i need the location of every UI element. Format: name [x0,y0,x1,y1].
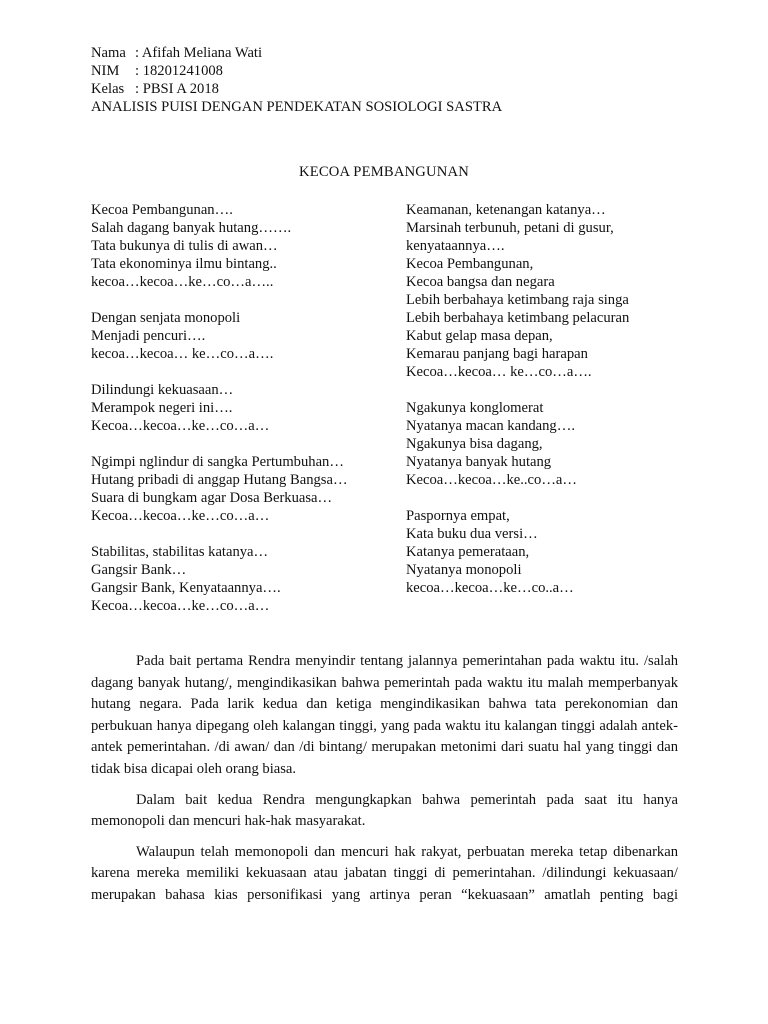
poem-stanza [406,507,629,597]
analysis-paragraph: Pada bait pertama Rendra menyindir tentang jalannya pemerintahan pada waktu itu. /salah dagang banyak hutang/, mengindikasikan bahwa pemerintah pada waktu itu malah memperbanyak hutang negara. Pada larik kedua dan ketiga mengindikasikan bahwa tata perekonomian dan perbukuan hanya dipegang oleh kalangan tinggi, yang pada waktu itu kalangan tinggi adalah antek-antek pemerintahan. /di awan/ dan /di bintang/ merupakan metonimi dari suatu hal yang tinggi dan tidak bisa dicapai oleh orang biasa. [91,653,678,777]
nama-value: : Afifah Meliana Wati [135,45,263,61]
analysis-paragraph: Dalam bait kedua Rendra mengungkapkan bahwa pemerintah pada saat itu hanya memonopoli dan mencuri hak-hak masyarakat. [91,791,678,830]
poem-stanza [406,201,629,381]
poem-line: Marsinah terbunuh, petani di gusur, [406,220,614,236]
poem-line: Gangsir Bank, Kenyataannya…. [91,580,281,596]
poem-stanza [91,201,348,291]
poem-line: kecoa…kecoa…ke…co..a… [406,580,574,596]
kelas-label: Kelas [91,81,125,97]
analysis-paragraph: Walaupun telah memonopoli dan mencuri hak rakyat, perbuatan mereka tetap dibenarkan karena mereka memiliki kekuasaan atau jabatan tinggi di pemerintahan. /dilindungi kekuasaan/ merupakan bahasa kias personifikasi yang artinya peran “kekuasaan” amatlah penting bagi [91,843,678,903]
poem-line: Lebih berbahaya ketimbang pelacuran [406,310,630,326]
poem-line: kenyataannya…. [406,238,505,254]
poem-line: Menjadi pencuri…. [91,328,206,344]
poem-line: Kecoa…kecoa…ke…co…a… [91,418,270,434]
poem-left-column [91,201,348,633]
nama-label: Nama [91,45,126,61]
poem-line: Tata ekonominya ilmu bintang.. [91,256,277,272]
poem-line: Salah dagang banyak hutang……. [91,220,292,236]
poem-line: Lebih berbahaya ketimbang raja singa [406,292,629,308]
poem-line: Stabilitas, stabilitas katanya… [91,544,269,560]
poem-line: Suara di bungkam agar Dosa Berkuasa… [91,490,333,506]
poem-line: Kata buku dua versi… [406,526,538,542]
poem-line: kecoa…kecoa… ke…co…a…. [91,346,274,362]
analysis-text [91,651,678,916]
nim-value: : 18201241008 [135,63,223,79]
poem-line: Kecoa…kecoa…ke..co…a… [406,472,577,488]
poem-stanza [91,381,348,435]
poem-title: KECOA PEMBANGUNAN [298,164,470,180]
poem-line: Kecoa bangsa dan negara [406,274,555,290]
nim-label: NIM [91,63,120,79]
header-nama [91,44,502,62]
poem-line: Ngimpi nglindur di sangka Pertumbuhan… [91,454,344,470]
poem-line: Ngakunya bisa dagang, [406,436,543,452]
poem-line: Nyatanya monopoli [406,562,522,578]
poem-line: Nyatanya banyak hutang [406,454,552,470]
poem-line: Merampok negeri ini…. [91,400,233,416]
document-subject: ANALISIS PUISI DENGAN PENDEKATAN SOSIOLOGI SASTRA [91,99,503,115]
poem-stanza [91,453,348,525]
poem-line: Kemarau panjang bagi harapan [406,346,588,362]
poem-line: Kecoa…kecoa…ke…co…a… [91,508,270,524]
poem-line: Keamanan, ketenangan katanya… [406,202,606,218]
poem-stanza [91,543,348,615]
poem-line: Kabut gelap masa depan, [406,328,553,344]
poem-line: Katanya pemerataan, [406,544,530,560]
header-nim [91,62,502,80]
poem-line: Kecoa…kecoa… ke…co…a…. [406,364,592,380]
poem-line: Paspornya empat, [406,508,510,524]
poem-line: Kecoa Pembangunan, [406,256,534,272]
poem-line: Hutang pribadi di anggap Hutang Bangsa… [91,472,348,488]
poem-line: Ngakunya konglomerat [406,400,544,416]
poem-line: Dengan senjata monopoli [91,310,241,326]
poem-right-column [406,201,629,615]
poem-line: Nyatanya macan kandang…. [406,418,575,434]
poem-line: Dilindungi kekuasaan… [91,382,234,398]
poem-line: Gangsir Bank… [91,562,187,578]
poem-line: Tata bukunya di tulis di awan… [91,238,278,254]
poem-line: Kecoa…kecoa…ke…co…a… [91,598,270,614]
poem-line: kecoa…kecoa…ke…co…a….. [91,274,274,290]
student-header [91,44,502,116]
kelas-value: : PBSI A 2018 [135,81,219,97]
poem-line: Kecoa Pembangunan…. [91,202,233,218]
poem-stanza [406,399,629,489]
poem-stanza [91,309,348,363]
header-kelas [91,80,502,98]
